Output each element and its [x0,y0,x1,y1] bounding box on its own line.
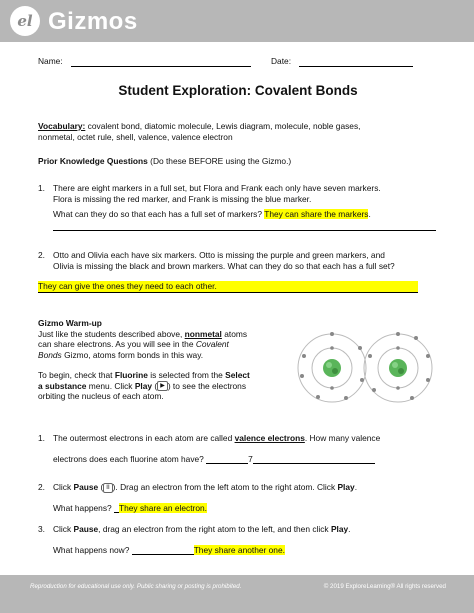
warmup-q2: Click Pause ( II ). Drag an electron from the left atom to the right atom. Click Play. What happens? They share an electron. [53,482,358,513]
warmup-q1-text-a: The outermost electrons in each atom are called [53,433,235,443]
page-title: Student Exploration: Covalent Bonds [118,83,358,98]
warmup-gizmo-name-2: Bonds [38,349,62,360]
warmup-q3-answer[interactable]: They share another one. [193,544,285,555]
warmup-p1-line2: can share electrons. As you will see in the [38,339,196,349]
warmup-p1-line3: Gizmo, atoms form bonds in this way. [61,349,204,360]
warmup-p2-b: is selected from the [147,370,226,380]
warmup-q1-line2: electrons does each fluorine atom have? [53,453,207,464]
prior-q2-answer[interactable] [38,281,418,292]
warmup-heading: Gizmo Warm-up [38,318,102,328]
prior-q1-number: 1. [38,183,45,193]
warmup-q3-pause: Pause [73,524,99,534]
date-label: Date: [271,56,292,66]
footer-notice: Reproduction for educational use only. Public sharing or posting is prohibited. [30,583,242,590]
logo-icon: el [10,6,40,36]
footer-copyright: © 2019 ExploreLearning® All rights reserved [323,583,446,590]
prior-heading-row [38,156,438,167]
warmup-q2-number: 2. [38,482,45,492]
warmup-q1-answer-line[interactable] [253,455,375,464]
play-icon: ▶ [157,381,168,391]
warmup-q2-pause: Pause [73,482,99,492]
warmup-q1-answer-blank[interactable] [206,455,248,464]
warmup-q2-click: Click [53,482,74,492]
warmup-p2-a: To begin, check that [38,370,115,380]
warmup-q3-answer-blank[interactable] [132,546,194,555]
pause-icon: II [103,483,112,493]
prior-q2 [53,250,438,271]
warmup-q3-what: What happens now? [53,544,132,555]
warmup-q3-number: 3. [38,524,45,534]
warmup-q3-click: Click [53,524,74,534]
warmup-q2-play: Play [337,482,355,492]
prior-q2-line1: Otto and Olivia each have six markers. Otto is missing the purple and green markers, and [53,250,385,260]
warmup-q3-play: Play [330,524,349,534]
prior-q2-line2: Olivia is missing the black and brown markers. What can they do so that each has a full set? [53,260,395,271]
prior-q2-answer-line [38,292,418,293]
warmup-q2-answer[interactable]: They share an electron. [119,502,207,513]
prior-q1-answer[interactable]: They can share the markers [264,209,369,219]
warmup-q2-text: ). Drag an electron from the left atom to the right atom. Click [112,482,338,492]
prior-heading-suffix: (Do these BEFORE using the Gizmo.) [147,156,292,166]
prior-heading: Prior Knowledge Questions [38,156,148,166]
warmup-q1-number: 1. [38,433,45,443]
date-row [271,56,413,67]
warmup-q3-end: . [348,524,351,534]
warmup-gizmo-name: Covalent [195,339,229,349]
warmup-text: Gizmo Warm-up Just like the students described above, nonmetal atoms can share electrons. As you will see in the Covalent Bonds Gizmo, atoms form bonds in this way. To begin, check that Fluorine is selected from the Select a substance menu. Click Play ( ▶ ) to see the electrons orbiting the nucleus of each atom. [38,318,268,402]
vocabulary [38,121,438,142]
warmup-q1-term: valence electrons [234,433,305,443]
warmup-fluorine: Fluorine [114,370,148,380]
warmup-p1-b: atoms [221,328,248,339]
warmup-p2-line2-end: ) to see the electrons [167,380,247,391]
warmup-select: Select [225,370,250,380]
fluorine-atoms-illustration [294,318,436,418]
name-row [38,56,251,67]
vocabulary-line2: nonmetal, octet rule, shell, valence, valence electron [38,131,233,142]
page-footer [0,575,474,613]
warmup-p1-a: Just like the students described above, [38,328,185,339]
prior-q1-line1: There are eight markers in a full set, but Flora and Frank each only have seven markers. [53,183,381,193]
vocabulary-line1: covalent bond, diatomic molecule, Lewis diagram, molecule, noble gases, [85,121,361,131]
prior-q1-question: What can they do so that each has a full set of markers? [53,209,265,219]
left-atom [298,332,366,402]
warmup-p2-line3: orbiting the nucleus of each atom. [38,391,164,402]
prior-q2-answer-text: They can give the ones they need to each other. [38,281,217,291]
prior-q2-number: 2. [38,250,45,260]
warmup-play-label: Play [134,380,153,391]
name-field[interactable] [71,58,251,67]
brand-name: Gizmos [48,8,138,35]
vocabulary-label: Vocabulary: [38,121,86,131]
brand-header [0,0,474,42]
name-label: Name: [38,56,63,66]
prior-q1: There are eight markers in a full set, but Flora and Frank each only have seven markers. Flora is missing the red marker, and Frank is missing the blue marker. What can they do so that each has a full set of markers? They can share the markers. [53,183,438,231]
warmup-q1-answer[interactable]: 7 [248,453,253,464]
warmup-term-nonmetal: nonmetal [184,328,222,339]
warmup-q3 [53,524,438,555]
warmup-q2-what: What happens? [53,502,114,513]
warmup-p2-line2: menu. Click [86,380,135,391]
right-atom [364,332,432,402]
warmup-q2-end: . [354,482,358,492]
prior-q1-line2: Flora is missing the red marker, and Frank is missing the blue marker. [53,193,312,204]
warmup-q1-text-b: . How many valence [304,433,381,443]
warmup-q3-text: , drag an electron from the right atom to the left, and then click [98,524,331,534]
prior-q1-answer-line[interactable] [53,222,436,231]
date-field[interactable] [299,58,413,67]
warmup-q1 [53,433,438,464]
warmup-a-substance: a substance [38,380,87,391]
